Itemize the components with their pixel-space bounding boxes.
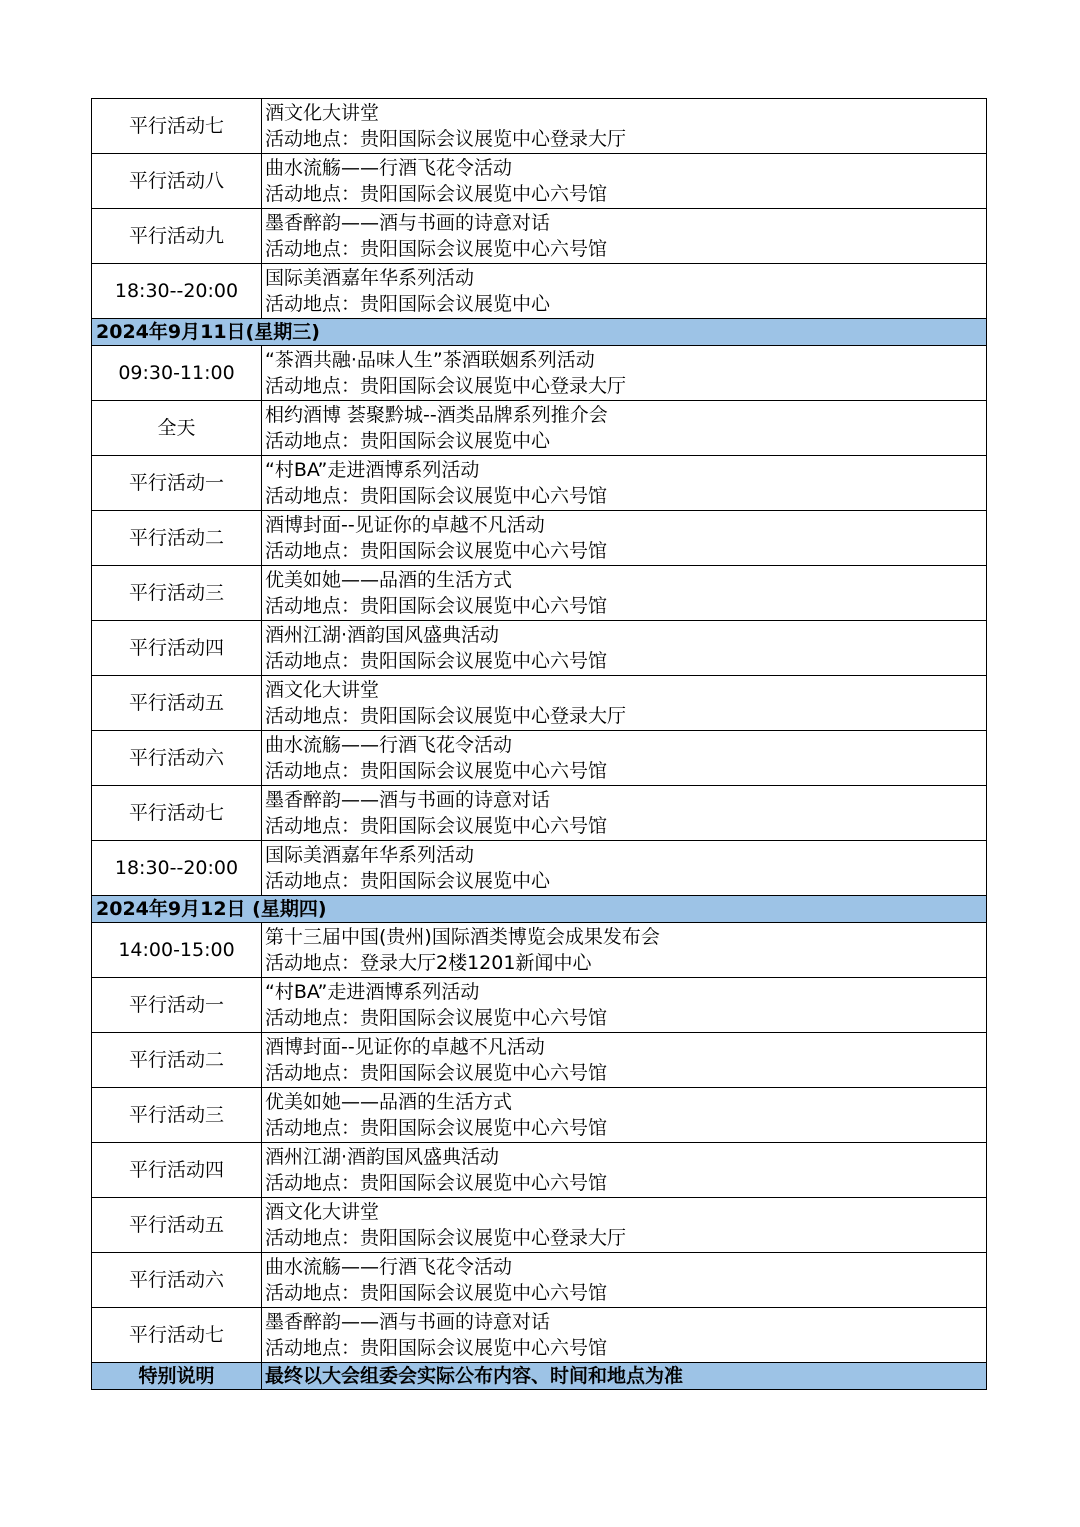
event-title: 墨香醉韵——酒与书画的诗意对话 xyxy=(265,1311,551,1333)
event-title: 国际美酒嘉年华系列活动 xyxy=(265,267,475,289)
event-title: “茶酒共融·品味人生”茶酒联姻系列活动 xyxy=(265,349,595,371)
event-title: 酒州江湖·酒韵国风盛典活动 xyxy=(265,1146,500,1168)
event-row xyxy=(92,1253,987,1308)
event-location: 活动地点：贵阳国际会议展览中心六号馆 xyxy=(265,1062,608,1084)
event-time: 平行活动五 xyxy=(92,1198,262,1253)
event-row xyxy=(92,923,987,978)
event-description xyxy=(262,786,987,841)
event-title: 曲水流觞——行酒飞花令活动 xyxy=(265,1256,513,1278)
event-title: 酒博封面--见证你的卓越不凡活动 xyxy=(265,514,545,536)
event-description xyxy=(262,456,987,511)
event-description xyxy=(262,923,987,978)
event-location: 活动地点：贵阳国际会议展览中心六号馆 xyxy=(265,183,608,205)
event-time: 平行活动一 xyxy=(92,456,262,511)
event-time: 平行活动九 xyxy=(92,209,262,264)
event-time: 平行活动四 xyxy=(92,621,262,676)
event-title: 相约酒博 荟聚黔城--酒类品牌系列推介会 xyxy=(265,404,608,426)
event-time: 平行活动二 xyxy=(92,1033,262,1088)
special-note-label: 特别说明 xyxy=(92,1363,262,1390)
event-row xyxy=(92,1033,987,1088)
event-description xyxy=(262,346,987,401)
event-location: 活动地点：贵阳国际会议展览中心登录大厅 xyxy=(265,705,627,727)
event-time: 18:30--20:00 xyxy=(92,264,262,319)
event-location: 活动地点：贵阳国际会议展览中心六号馆 xyxy=(265,1282,608,1304)
event-time: 09:30-11:00 xyxy=(92,346,262,401)
event-row xyxy=(92,154,987,209)
event-description xyxy=(262,511,987,566)
event-row xyxy=(92,99,987,154)
event-row xyxy=(92,209,987,264)
event-row xyxy=(92,676,987,731)
event-row xyxy=(92,511,987,566)
event-time: 平行活动四 xyxy=(92,1143,262,1198)
event-location: 活动地点：贵阳国际会议展览中心 xyxy=(265,293,551,315)
event-row xyxy=(92,401,987,456)
event-title: 曲水流觞——行酒飞花令活动 xyxy=(265,734,513,756)
event-description xyxy=(262,731,987,786)
event-description xyxy=(262,154,987,209)
event-title: 国际美酒嘉年华系列活动 xyxy=(265,844,475,866)
special-note-row xyxy=(92,1363,987,1390)
event-location: 活动地点：贵阳国际会议展览中心六号馆 xyxy=(265,1172,608,1194)
event-description xyxy=(262,1308,987,1363)
event-row xyxy=(92,786,987,841)
event-location: 活动地点：贵阳国际会议展览中心六号馆 xyxy=(265,760,608,782)
event-title: 酒州江湖·酒韵国风盛典活动 xyxy=(265,624,500,646)
event-location: 活动地点：贵阳国际会议展览中心登录大厅 xyxy=(265,1227,627,1249)
event-description xyxy=(262,401,987,456)
event-time: 平行活动六 xyxy=(92,1253,262,1308)
event-row xyxy=(92,346,987,401)
event-description xyxy=(262,566,987,621)
event-location: 活动地点：贵阳国际会议展览中心六号馆 xyxy=(265,540,608,562)
event-row xyxy=(92,731,987,786)
event-time: 18:30--20:00 xyxy=(92,841,262,896)
event-time: 平行活动八 xyxy=(92,154,262,209)
event-description xyxy=(262,264,987,319)
event-description xyxy=(262,676,987,731)
date-header-row xyxy=(92,319,987,346)
event-time: 14:00-15:00 xyxy=(92,923,262,978)
event-title: 酒文化大讲堂 xyxy=(265,679,380,701)
event-description xyxy=(262,978,987,1033)
event-title: 墨香醉韵——酒与书画的诗意对话 xyxy=(265,789,551,811)
event-title: 曲水流觞——行酒飞花令活动 xyxy=(265,157,513,179)
event-title: 第十三届中国(贵州)国际酒类博览会成果发布会 xyxy=(265,926,660,948)
event-location: 活动地点：贵阳国际会议展览中心六号馆 xyxy=(265,1337,608,1359)
event-location: 活动地点：贵阳国际会议展览中心登录大厅 xyxy=(265,128,627,150)
event-time: 平行活动七 xyxy=(92,786,262,841)
event-time: 平行活动五 xyxy=(92,676,262,731)
event-location: 活动地点：贵阳国际会议展览中心六号馆 xyxy=(265,650,608,672)
event-location: 活动地点：贵阳国际会议展览中心 xyxy=(265,870,551,892)
date-header: 2024年9月12日 (星期四) xyxy=(92,896,987,923)
event-time: 平行活动七 xyxy=(92,1308,262,1363)
event-row xyxy=(92,621,987,676)
date-header: 2024年9月11日(星期三) xyxy=(92,319,987,346)
event-time: 平行活动三 xyxy=(92,1088,262,1143)
event-description xyxy=(262,99,987,154)
event-title: “村BA”走进酒博系列活动 xyxy=(265,459,480,481)
event-description xyxy=(262,1198,987,1253)
event-title: 酒博封面--见证你的卓越不凡活动 xyxy=(265,1036,545,1058)
event-row xyxy=(92,264,987,319)
date-header-row xyxy=(92,896,987,923)
event-row xyxy=(92,1198,987,1253)
event-title: 优美如她——品酒的生活方式 xyxy=(265,569,513,591)
special-note-text: 最终以大会组委会实际公布内容、时间和地点为准 xyxy=(262,1363,987,1390)
event-location: 活动地点：登录大厅2楼1201新闻中心 xyxy=(265,952,592,974)
event-title: 墨香醉韵——酒与书画的诗意对话 xyxy=(265,212,551,234)
event-row xyxy=(92,1143,987,1198)
event-time: 平行活动二 xyxy=(92,511,262,566)
event-description xyxy=(262,209,987,264)
event-description xyxy=(262,1088,987,1143)
event-location: 活动地点：贵阳国际会议展览中心六号馆 xyxy=(265,238,608,260)
event-location: 活动地点：贵阳国际会议展览中心登录大厅 xyxy=(265,375,627,397)
event-time: 平行活动三 xyxy=(92,566,262,621)
schedule-table xyxy=(91,98,987,1390)
event-time: 平行活动一 xyxy=(92,978,262,1033)
event-row xyxy=(92,1088,987,1143)
event-time: 平行活动七 xyxy=(92,99,262,154)
event-title: 酒文化大讲堂 xyxy=(265,102,380,124)
event-row xyxy=(92,456,987,511)
event-description xyxy=(262,841,987,896)
event-row xyxy=(92,978,987,1033)
event-time: 平行活动六 xyxy=(92,731,262,786)
event-location: 活动地点：贵阳国际会议展览中心六号馆 xyxy=(265,485,608,507)
event-location: 活动地点：贵阳国际会议展览中心六号馆 xyxy=(265,815,608,837)
event-location: 活动地点：贵阳国际会议展览中心六号馆 xyxy=(265,595,608,617)
event-row xyxy=(92,566,987,621)
event-description xyxy=(262,621,987,676)
event-description xyxy=(262,1033,987,1088)
event-title: 酒文化大讲堂 xyxy=(265,1201,380,1223)
event-location: 活动地点：贵阳国际会议展览中心六号馆 xyxy=(265,1007,608,1029)
event-location: 活动地点：贵阳国际会议展览中心 xyxy=(265,430,551,452)
event-location: 活动地点：贵阳国际会议展览中心六号馆 xyxy=(265,1117,608,1139)
event-row xyxy=(92,1308,987,1363)
event-title: “村BA”走进酒博系列活动 xyxy=(265,981,480,1003)
schedule-body xyxy=(92,99,987,1390)
event-time: 全天 xyxy=(92,401,262,456)
event-row xyxy=(92,841,987,896)
event-title: 优美如她——品酒的生活方式 xyxy=(265,1091,513,1113)
event-description xyxy=(262,1143,987,1198)
event-description xyxy=(262,1253,987,1308)
